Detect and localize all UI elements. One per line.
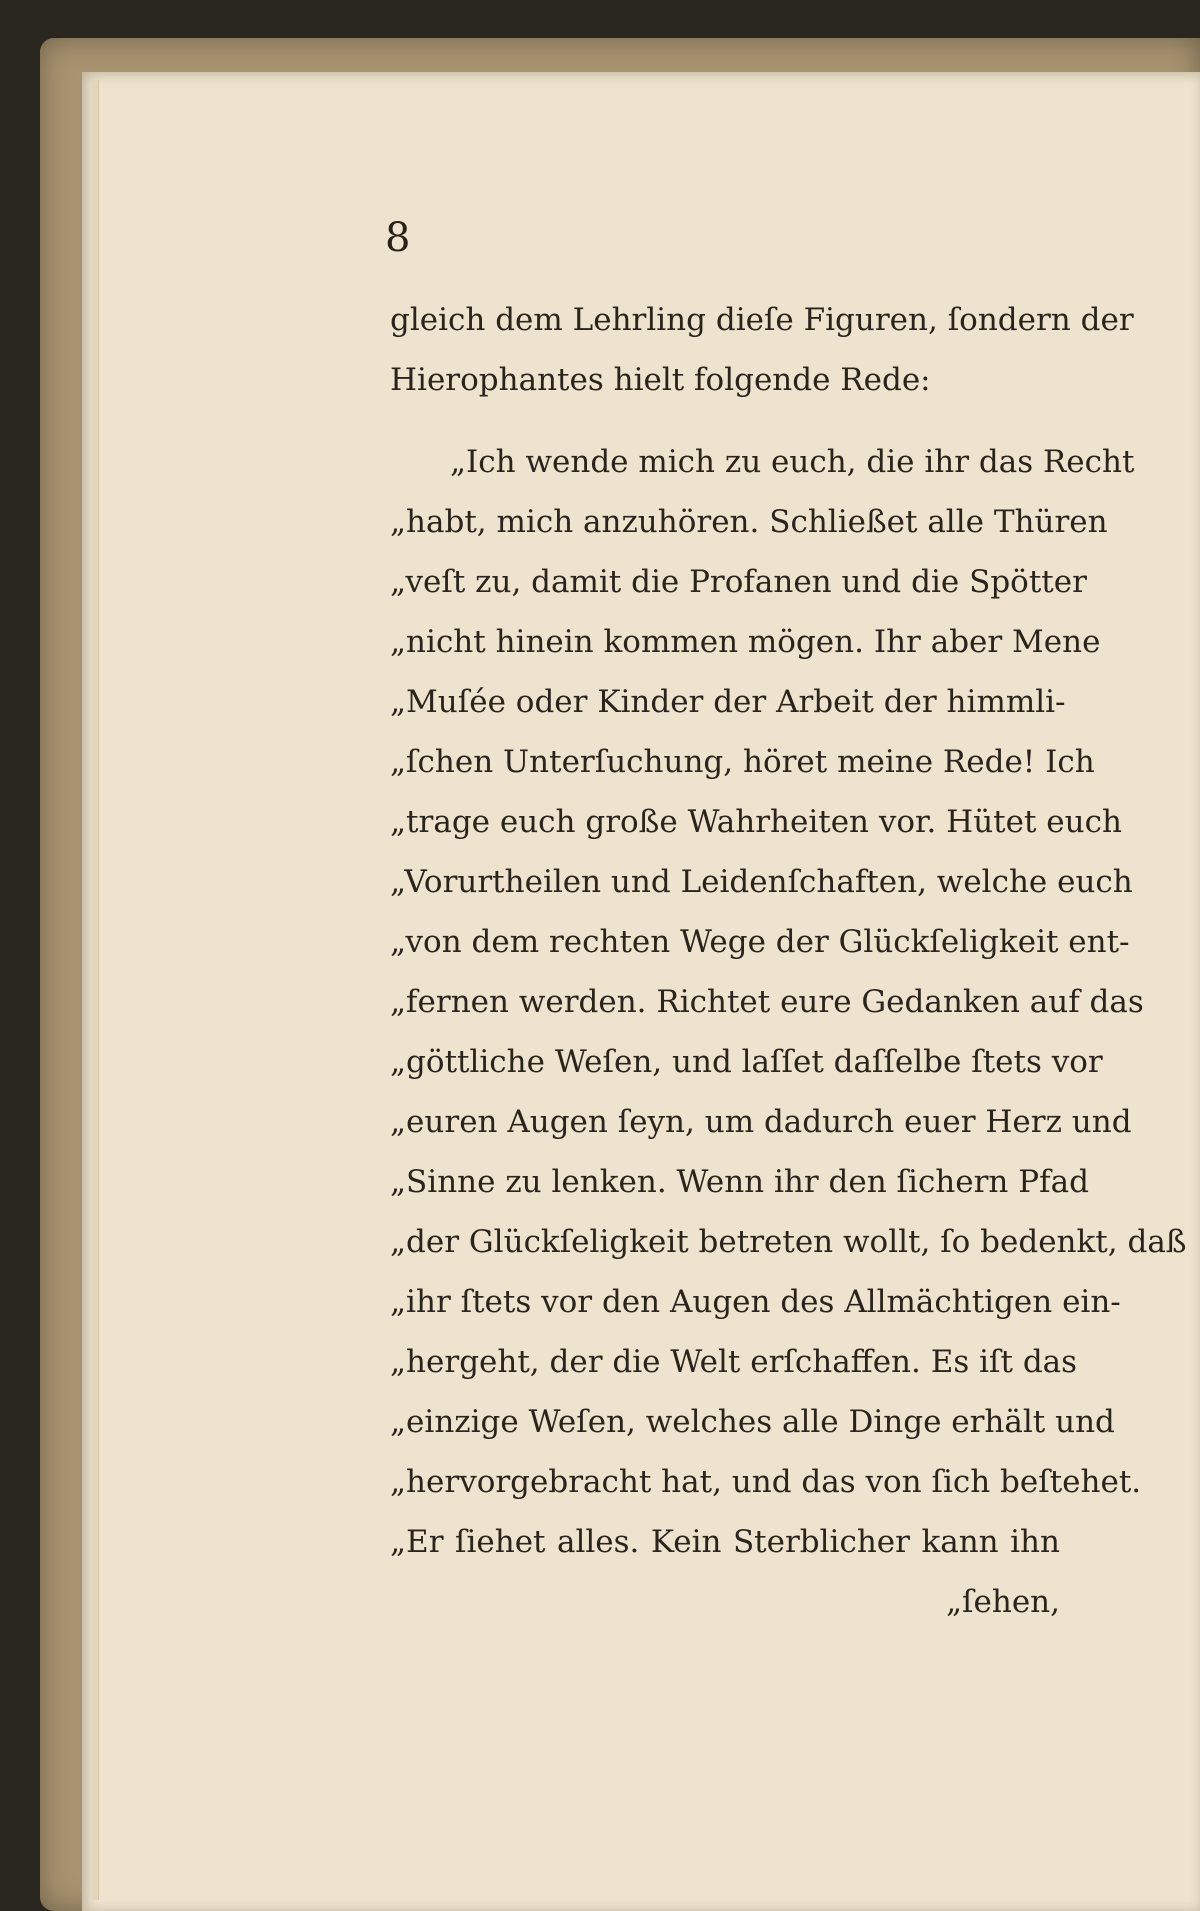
text-line: „habt, mich anzuhören. Schließet alle Thüren [390, 504, 1108, 540]
text-line: „Vorurtheilen und Leidenſchaften, welche euch [390, 864, 1133, 900]
text-line: „der Glückſeligkeit betreten wollt, ſo bedenkt, daß [390, 1224, 1187, 1260]
text-line: „hergeht, der die Welt erſchaffen. Es iſt das [390, 1344, 1078, 1380]
text-line: gleich dem Lehrling dieſe Figuren, ſondern der [390, 302, 1134, 338]
text-line: „Muſée oder Kinder der Arbeit der himmli‑ [390, 684, 1066, 720]
page-number: 8 [385, 215, 411, 261]
text-line: „von dem rechten Wege der Glückſeligkeit ent‑ [390, 924, 1130, 960]
page-edge [92, 80, 99, 1900]
text-line: „hervorgebracht hat, und das von ſich beſtehet. [390, 1464, 1142, 1500]
text-line: Hierophantes hielt folgende Rede: [390, 362, 931, 398]
text-line: „nicht hinein kommen mögen. Ihr aber Mene [390, 624, 1101, 660]
text-line: „trage euch große Wahrheiten vor. Hütet euch [390, 804, 1122, 840]
catchword: „ſehen, [945, 1584, 1060, 1620]
text-line: „euren Augen ſeyn, um dadurch euer Herz und [390, 1104, 1132, 1140]
text-line: „Er ſiehet alles. Kein Sterblicher kann ihn [390, 1524, 1060, 1560]
text-line: „einzige Weſen, welches alle Dinge erhält und [390, 1404, 1115, 1440]
text-line: „ſchen Unterſuchung, höret meine Rede! Ich [390, 744, 1095, 780]
text-line: „göttliche Weſen, und laſſet daſſelbe ſtets vor [390, 1044, 1103, 1080]
text-line: „ihr ſtets vor den Augen des Allmächtigen ein‑ [390, 1284, 1121, 1320]
text-line: „Ich wende mich zu euch, die ihr das Recht [450, 444, 1135, 480]
text-line: „Sinne zu lenken. Wenn ihr den ſichern Pfad [390, 1164, 1089, 1200]
text-line: „veſt zu, damit die Profanen und die Spötter [390, 564, 1087, 600]
text-block [390, 290, 1187, 1632]
text-line: „fernen werden. Richtet eure Gedanken auf das [390, 984, 1144, 1020]
